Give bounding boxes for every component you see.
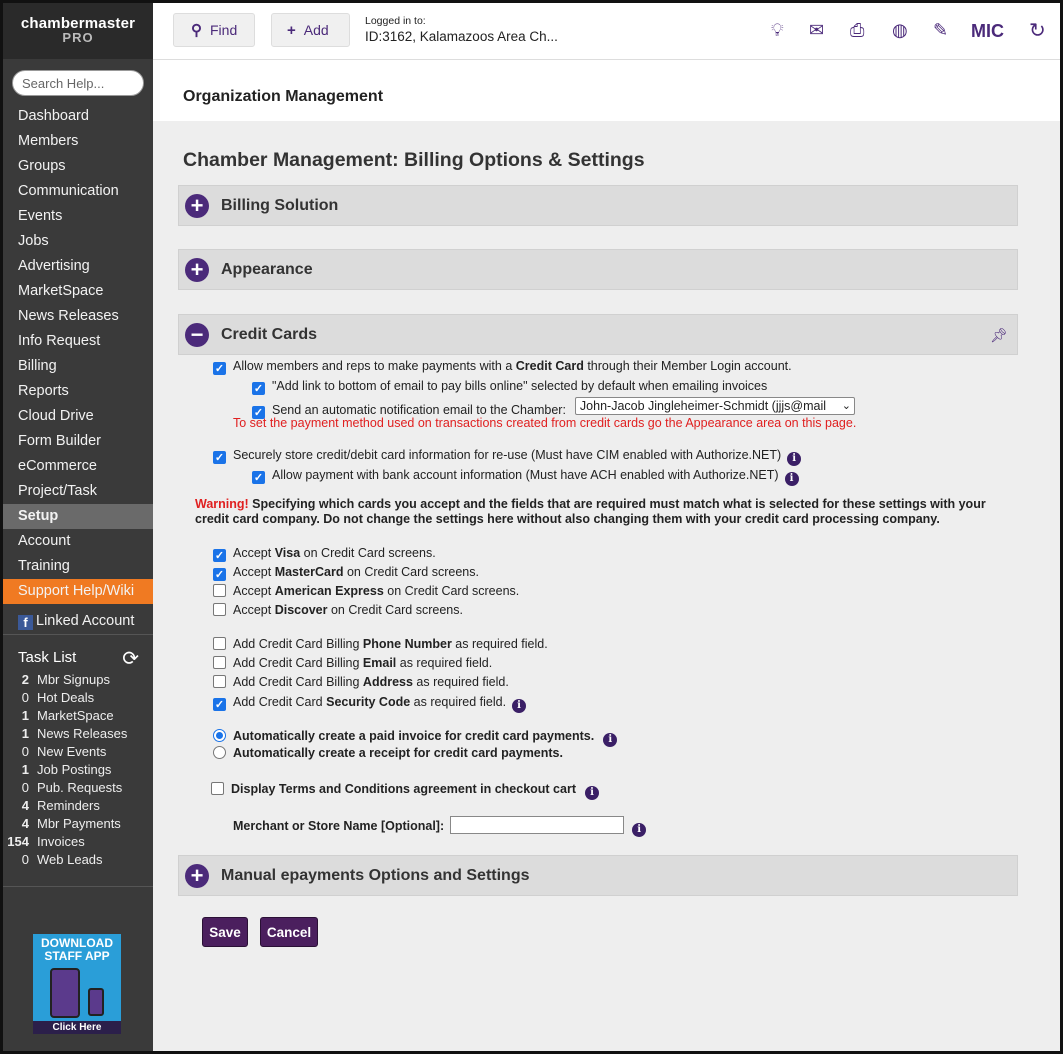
- option-text: as required field.: [451, 637, 548, 651]
- terms-checkbox[interactable]: [211, 782, 224, 795]
- option-text: Send an automatic notification email to the Chamber:: [272, 403, 566, 417]
- option-text: Accept: [233, 546, 275, 560]
- page-title: Chamber Management: Billing Options & Settings: [183, 149, 645, 171]
- option-text: Add Credit Card: [233, 695, 327, 709]
- merchant-name-label: Merchant or Store Name [Optional]:: [233, 819, 445, 833]
- store-card-checkbox[interactable]: [213, 451, 226, 464]
- sidebar: [3, 3, 153, 1051]
- task-item[interactable]: [3, 743, 153, 761]
- accept-mastercard-checkbox[interactable]: [213, 568, 226, 581]
- accept-amex-checkbox[interactable]: [213, 584, 226, 597]
- option-text: through their Member Login account.: [583, 359, 792, 373]
- print-icon[interactable]: ⎙: [850, 20, 865, 40]
- accept-discover-checkbox[interactable]: [213, 603, 226, 616]
- pin-icon[interactable]: 📌︎: [990, 327, 1008, 343]
- payment-method-note: To set the payment method used on transactions created from credit cards go the Appearance area on this page.: [233, 416, 857, 430]
- sidebar-item-events[interactable]: Events: [18, 208, 63, 224]
- task-item[interactable]: [3, 851, 153, 869]
- require-email-option[interactable]: [213, 655, 492, 671]
- sidebar-item-info-request[interactable]: Info Request: [18, 333, 101, 349]
- task-count: 1: [21, 708, 29, 723]
- task-item[interactable]: [3, 707, 153, 725]
- phone-icon: [50, 968, 80, 1018]
- option-text: Automatically create a paid invoice for credit card payments.: [233, 729, 595, 743]
- logged-in-value: ID:3162, Kalamazoos Area Ch...: [365, 29, 558, 44]
- sidebar-item-members[interactable]: Members: [18, 133, 79, 149]
- option-text-bold: Discover: [274, 603, 328, 617]
- merchant-name-input[interactable]: [450, 816, 624, 834]
- sidebar-item-cloud-drive[interactable]: Cloud Drive: [18, 408, 94, 424]
- sidebar-nav: [3, 104, 153, 635]
- section-heading: Organization Management: [153, 60, 1063, 121]
- panel-credit-cards[interactable]: [178, 314, 1018, 355]
- sidebar-item-marketspace[interactable]: MarketSpace: [18, 283, 104, 299]
- option-text-bold: Security Code: [326, 695, 411, 709]
- sidebar-item-support-help[interactable]: Support Help/Wiki: [3, 579, 153, 604]
- terms-option[interactable]: [211, 781, 599, 800]
- info-icon[interactable]: i: [785, 472, 799, 486]
- chevron-down-icon: ⌄: [841, 400, 851, 412]
- require-security-code-checkbox[interactable]: [213, 698, 226, 711]
- add-button[interactable]: [271, 13, 350, 47]
- search-icon: ⚲: [191, 22, 202, 39]
- warning-message: [195, 497, 1015, 527]
- task-label: Mbr Signups: [37, 672, 110, 687]
- sidebar-item-form-builder[interactable]: Form Builder: [18, 433, 101, 449]
- option-text: Automatically create a receipt for credit card payments.: [233, 746, 563, 760]
- require-security-code-option[interactable]: [213, 694, 526, 713]
- task-label: New Events: [37, 744, 107, 759]
- sidebar-item-dashboard[interactable]: Dashboard: [18, 108, 89, 124]
- task-item[interactable]: [3, 833, 153, 851]
- info-icon[interactable]: i: [787, 452, 801, 466]
- option-text: Allow payment with bank account information (Must have ACH enabled with Authorize.NET): [272, 468, 779, 482]
- accept-visa-checkbox[interactable]: [213, 549, 226, 562]
- lightbulb-icon[interactable]: 💡︎: [771, 20, 784, 40]
- info-icon[interactable]: i: [585, 786, 599, 800]
- sidebar-item-training[interactable]: Training: [18, 558, 70, 574]
- sidebar-item-ecommerce[interactable]: eCommerce: [18, 458, 97, 474]
- top-bar: [153, 3, 1063, 60]
- option-text-bold: Email: [362, 656, 397, 670]
- logged-in-label: Logged in to:: [365, 15, 426, 27]
- save-button[interactable]: Save: [202, 917, 248, 947]
- option-text: Add Credit Card Billing: [233, 637, 363, 651]
- find-label: Find: [210, 22, 238, 38]
- allow-credit-card-checkbox[interactable]: [213, 362, 226, 375]
- warning-label: Warning!: [195, 497, 249, 511]
- select-value: John-Jacob Jingleheimer-Schmidt (jjjs@mail: [579, 399, 827, 413]
- add-pay-link-option[interactable]: [252, 378, 767, 395]
- task-item[interactable]: [3, 815, 153, 833]
- require-address-checkbox[interactable]: [213, 675, 226, 688]
- option-text: Allow members and reps to make payments with a: [233, 359, 516, 373]
- brand-logo[interactable]: [3, 3, 153, 59]
- option-text: Accept: [233, 603, 275, 617]
- brand-name-rest: master: [84, 15, 136, 32]
- option-text: as required field.: [396, 656, 493, 670]
- panel-title: Billing Solution: [221, 197, 339, 214]
- linked-account-label: Linked Account: [36, 613, 135, 629]
- sidebar-item-setup[interactable]: Setup: [3, 504, 153, 529]
- task-label: Hot Deals: [37, 690, 95, 705]
- sidebar-item-account[interactable]: Account: [18, 533, 71, 549]
- task-count: 1: [21, 726, 29, 741]
- task-label: Mbr Payments: [37, 816, 121, 831]
- panel-manual-epayments[interactable]: [178, 855, 1018, 896]
- option-text: Accept: [233, 565, 275, 579]
- warning-text: Specifying which cards you accept and the fields that are required must match what is selected for these settings with your credit card company. Do not change the settings here without also changing them with your credit card processing company.: [195, 497, 986, 526]
- accept-amex-option[interactable]: [213, 583, 519, 599]
- require-phone-checkbox[interactable]: [213, 637, 226, 650]
- sidebar-item-jobs[interactable]: Jobs: [18, 233, 49, 249]
- require-address-option[interactable]: [213, 674, 509, 690]
- option-text: on Credit Card screens.: [343, 565, 479, 579]
- staff-app-promo[interactable]: [33, 934, 121, 1034]
- task-item[interactable]: [3, 725, 153, 743]
- task-item[interactable]: [3, 689, 153, 707]
- receipt-option[interactable]: [213, 745, 563, 761]
- expand-plus-icon[interactable]: +: [185, 864, 209, 888]
- option-text-bold: Phone Number: [362, 637, 452, 651]
- task-count: 0: [21, 744, 29, 759]
- promo-cta[interactable]: Click Here: [33, 1021, 121, 1034]
- brand-name-bold: chamber: [20, 15, 85, 32]
- task-item[interactable]: [3, 779, 153, 797]
- facebook-icon: f: [18, 615, 33, 630]
- paid-invoice-radio[interactable]: [213, 729, 226, 742]
- task-label: Pub. Requests: [37, 780, 123, 795]
- receipt-radio[interactable]: [213, 746, 226, 759]
- promo-line1: DOWNLOAD: [41, 936, 113, 950]
- info-icon[interactable]: i: [632, 823, 646, 837]
- option-text: "Add link to bottom of email to pay bills online" selected by default when emailing invoices: [272, 379, 768, 393]
- bank-payment-checkbox[interactable]: [252, 471, 265, 484]
- option-text: Display Terms and Conditions agreement in checkout cart: [231, 782, 576, 796]
- small-phone-icon: [88, 988, 104, 1016]
- task-count: 0: [21, 690, 29, 705]
- plus-icon: +: [287, 22, 296, 39]
- sidebar-item-reports[interactable]: Reports: [18, 383, 69, 399]
- collapse-minus-icon[interactable]: −: [185, 323, 209, 347]
- task-count: 1: [21, 762, 29, 777]
- globe-icon[interactable]: ◍: [892, 20, 908, 40]
- require-email-checkbox[interactable]: [213, 656, 226, 669]
- panel-billing-solution[interactable]: [178, 185, 1018, 226]
- task-list-header: [3, 649, 153, 671]
- sidebar-item-communication[interactable]: Communication: [18, 183, 119, 199]
- task-count: 154: [7, 834, 29, 849]
- option-text-bold: MasterCard: [274, 565, 344, 579]
- refresh-icon[interactable]: ⟳: [122, 648, 139, 670]
- task-count: 4: [21, 816, 29, 831]
- info-icon[interactable]: i: [512, 699, 526, 713]
- info-icon[interactable]: i: [603, 733, 617, 747]
- task-count: 2: [21, 672, 29, 687]
- user-initials-button[interactable]: MIC: [971, 21, 1004, 41]
- main-content: [153, 60, 1063, 1051]
- mail-icon[interactable]: ✉: [809, 20, 825, 40]
- task-count: 0: [21, 780, 29, 795]
- pencil-icon[interactable]: ✎: [933, 20, 949, 40]
- task-list: [3, 671, 153, 869]
- task-item[interactable]: [3, 671, 153, 689]
- notify-recipient-select[interactable]: [575, 397, 855, 415]
- brand-tier: PRO: [62, 30, 94, 45]
- option-text: as required field.: [412, 675, 509, 689]
- option-text-bold: Credit Card: [515, 359, 584, 373]
- option-text-bold: American Express: [274, 584, 384, 598]
- expand-plus-icon[interactable]: +: [185, 258, 209, 282]
- store-card-option[interactable]: [213, 447, 801, 466]
- option-text: Securely store credit/debit card information for re-use (Must have CIM enabled with Authorize.NET): [233, 448, 782, 462]
- task-list-title: Task List: [18, 649, 77, 666]
- panel-title: Appearance: [221, 261, 313, 278]
- accept-discover-option[interactable]: [213, 602, 463, 618]
- option-text: Add Credit Card Billing: [233, 675, 363, 689]
- cancel-button[interactable]: Cancel: [260, 917, 318, 947]
- accept-visa-option[interactable]: [213, 545, 436, 562]
- sidebar-divider: [3, 886, 153, 887]
- option-text: on Credit Card screens.: [327, 603, 463, 617]
- task-label: MarketSpace: [37, 708, 114, 723]
- option-text-bold: Visa: [274, 546, 301, 560]
- panel-title: Manual epayments Options and Settings: [221, 867, 530, 884]
- allow-credit-card-option[interactable]: [213, 358, 792, 375]
- task-label: Job Postings: [37, 762, 112, 777]
- option-text-bold: Address: [362, 675, 413, 689]
- merchant-name-row: [233, 816, 646, 837]
- expand-plus-icon[interactable]: +: [185, 194, 209, 218]
- task-count: 4: [21, 798, 29, 813]
- option-text: as required field.: [410, 695, 507, 709]
- add-label: Add: [303, 22, 329, 38]
- task-label: Invoices: [37, 834, 85, 849]
- sidebar-item-project-task[interactable]: Project/Task: [18, 483, 97, 499]
- accept-mastercard-option[interactable]: [213, 564, 479, 581]
- task-label: News Releases: [37, 726, 128, 741]
- reload-icon[interactable]: ↻: [1029, 20, 1046, 42]
- sidebar-item-news-releases[interactable]: News Releases: [18, 308, 119, 324]
- linked-account-link[interactable]: [3, 607, 153, 635]
- task-item[interactable]: [3, 797, 153, 815]
- option-text: on Credit Card screens.: [300, 546, 436, 560]
- promo-line2: STAFF APP: [44, 949, 110, 963]
- option-text: on Credit Card screens.: [383, 584, 520, 598]
- logged-in-info: [365, 15, 558, 44]
- task-label: Reminders: [37, 798, 100, 813]
- panel-title: Credit Cards: [221, 326, 318, 343]
- option-text: Accept: [233, 584, 275, 598]
- sidebar-item-groups[interactable]: Groups: [18, 158, 66, 174]
- require-phone-option[interactable]: [213, 636, 548, 652]
- task-item[interactable]: [3, 761, 153, 779]
- task-label: Web Leads: [37, 852, 103, 867]
- add-pay-link-checkbox[interactable]: [252, 382, 265, 395]
- task-count: 0: [21, 852, 29, 867]
- find-button[interactable]: [173, 13, 255, 47]
- panel-appearance[interactable]: [178, 249, 1018, 290]
- sidebar-item-billing[interactable]: Billing: [18, 358, 57, 374]
- sidebar-item-advertising[interactable]: Advertising: [18, 258, 90, 274]
- option-text: Add Credit Card Billing: [233, 656, 363, 670]
- help-search-input[interactable]: Search Help...: [12, 70, 144, 96]
- bank-payment-option[interactable]: [252, 467, 799, 486]
